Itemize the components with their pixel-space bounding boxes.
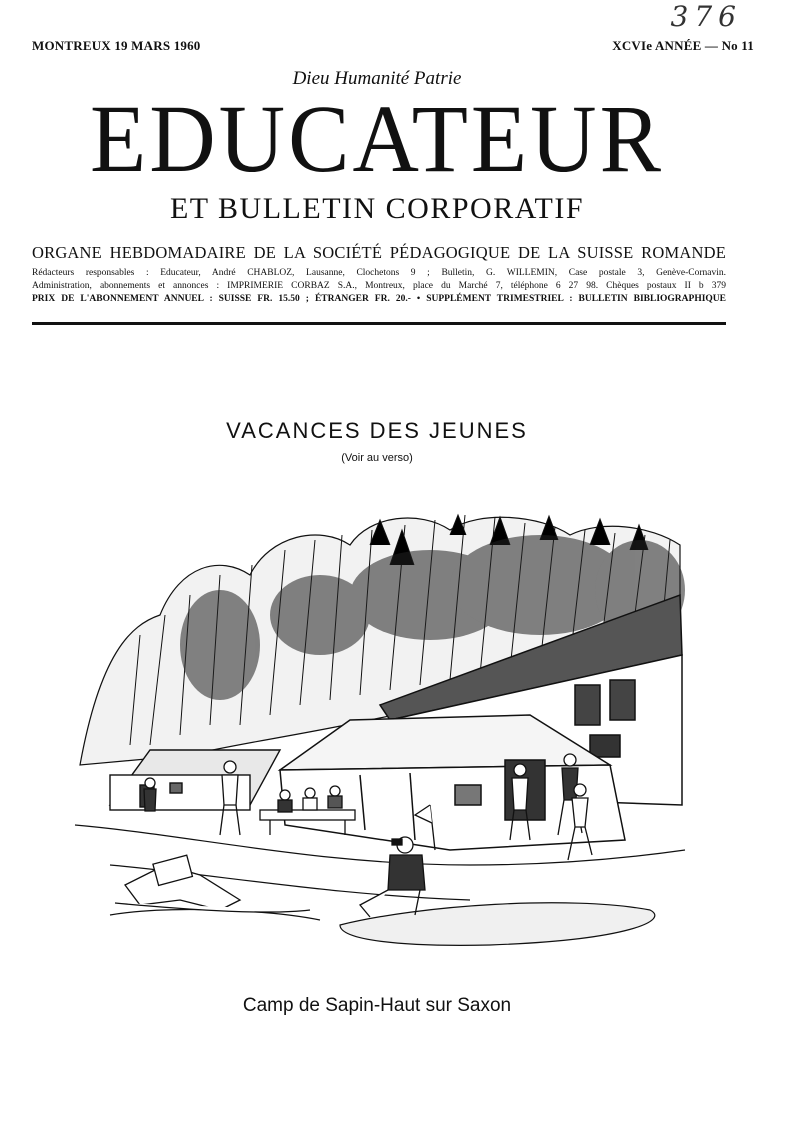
imprint-subscription: PRIX DE L'ABONNEMENT ANNUEL : SUISSE FR. 15.50 ; ÉTRANGER FR. 20.- • SUPPLÉMENT TRIMESTRIEL : BULLETIN BIBLIOGRAPHIQUE bbox=[32, 294, 726, 304]
handwritten-note: 376 bbox=[670, 0, 742, 33]
header-rule bbox=[32, 322, 726, 325]
organ-line: ORGANE HEBDOMADAIRE DE LA SOCIÉTÉ PÉDAGOGIQUE DE LA SUISSE ROMANDE bbox=[32, 243, 726, 262]
masthead-title: EDUCATEUR bbox=[90, 84, 664, 192]
masthead-subtitle: ET BULLETIN CORPORATIF bbox=[169, 192, 585, 225]
imprint-administration: Administration, abonnements et annonces : IMPRIMERIE CORBAZ S.A., Montreux, place du Marché 7, téléphone 6 27 98. Chèques postaux II b 379 bbox=[32, 281, 726, 291]
illustration-caption: Camp de Sapin-Haut sur Saxon bbox=[242, 995, 512, 1016]
article-subhead: (Voir au verso) bbox=[341, 452, 413, 464]
volume-number: XCVIe ANNÉE — No 11 bbox=[612, 38, 754, 53]
motto: Dieu Humanité Patrie bbox=[292, 68, 462, 89]
article-headline: VACANCES DES JEUNES bbox=[226, 418, 528, 443]
camp-illustration-icon bbox=[70, 505, 690, 955]
place-date: MONTREUX 19 MARS 1960 bbox=[32, 38, 201, 53]
imprint-editors: Rédacteurs responsables : Educateur, André CHABLOZ, Lausanne, Clochetons 9 ; Bulletin, G. WILLEMIN, Case postale 3, Genève-Cornavin. bbox=[32, 268, 726, 278]
